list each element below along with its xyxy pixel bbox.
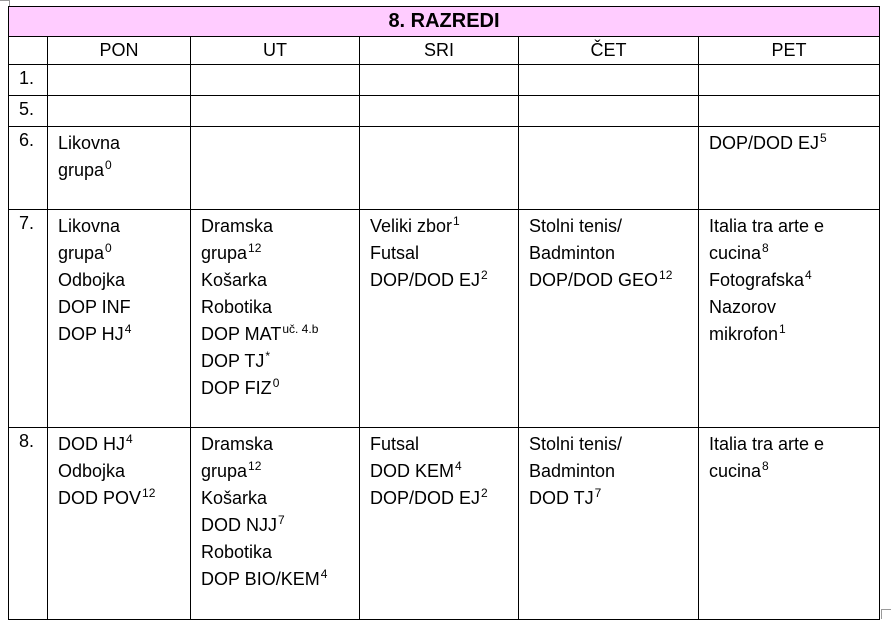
- activity-name: grupa: [58, 243, 105, 263]
- activity-name: Futsal: [370, 243, 420, 263]
- activity-name: Nazorov: [709, 297, 777, 317]
- schedule-cell-sri: [360, 210, 519, 428]
- activity-name: DOD KEM: [370, 461, 455, 481]
- schedule-cell-ut: [191, 65, 360, 96]
- activity-superscript: 1: [453, 214, 460, 228]
- activity-name: grupa: [201, 243, 248, 263]
- schedule-cell-pet: [699, 65, 880, 96]
- activity-name: DOP TJ: [201, 351, 265, 371]
- activity-name: DOP/DOD EJ: [370, 270, 481, 290]
- activity-name: Italia tra arte e: [709, 216, 825, 236]
- grade-row-7: [9, 210, 880, 428]
- activity-superscript: 12: [659, 268, 673, 282]
- activity-superscript: 0: [272, 376, 280, 390]
- activity-line: [58, 485, 186, 512]
- activity-superscript: 0: [105, 158, 112, 172]
- activity-superscript: 5: [820, 131, 827, 145]
- activity-line: [370, 213, 514, 240]
- schedule-cell-cet: [519, 127, 699, 210]
- activity-name: DOD POV: [58, 488, 142, 508]
- activity-line: [201, 240, 355, 267]
- activity-name: DOP INF: [58, 297, 131, 317]
- schedule-cell-pon: [48, 127, 191, 210]
- activity-line: [201, 512, 355, 539]
- grade-row-6: [9, 127, 880, 210]
- activity-name: Likovna: [58, 216, 121, 236]
- schedule-cell-pet: [699, 210, 880, 428]
- activity-name: Odbojka: [58, 270, 126, 290]
- activity-line: [370, 458, 514, 485]
- activity-name: Robotika: [201, 542, 273, 562]
- activity-superscript: 7: [278, 513, 285, 527]
- activity-name: Košarka: [201, 270, 268, 290]
- schedule-cell-ut: [191, 96, 360, 127]
- activity-superscript: 8: [762, 241, 769, 255]
- activity-line: [529, 240, 694, 267]
- activity-name: DOP BIO/KEM: [201, 569, 320, 589]
- activity-line: [58, 240, 186, 267]
- activity-name: Italia tra arte e: [709, 434, 825, 454]
- activity-name: DOP/DOD EJ: [370, 488, 481, 508]
- schedule-cell-ut: [191, 210, 360, 428]
- schedule-cell-pet: [699, 96, 880, 127]
- schedule-cell-sri: [360, 428, 519, 620]
- schedule-cell-cet: [519, 428, 699, 620]
- activity-line: [201, 321, 355, 348]
- schedule-cell-cet: [519, 96, 699, 127]
- activity-line: [709, 321, 875, 348]
- activity-superscript: 2: [481, 486, 488, 500]
- grade-label: 7.: [9, 210, 48, 428]
- activity-superscript: 12: [248, 241, 262, 255]
- grade-row-5: [9, 96, 880, 127]
- schedule-cell-sri: [360, 96, 519, 127]
- activity-superscript: 4: [320, 567, 328, 581]
- day-header-row: [9, 37, 880, 65]
- activity-line: [201, 539, 355, 566]
- activity-superscript: 4: [805, 268, 812, 282]
- schedule-cell-cet: [519, 65, 699, 96]
- schedule-cell-ut: [191, 428, 360, 620]
- activity-name: DOD TJ: [529, 488, 594, 508]
- schedule-cell-ut: [191, 127, 360, 210]
- activity-superscript: 1: [779, 322, 786, 336]
- day-header-pet: PET: [699, 37, 880, 65]
- page-title: 8. RAZREDI: [9, 7, 880, 37]
- activity-superscript: 4: [126, 432, 133, 446]
- activity-name: Stolni tenis/: [529, 216, 623, 236]
- activity-line: [709, 130, 875, 157]
- day-header-sri: SRI: [360, 37, 519, 65]
- activity-line: [201, 375, 355, 402]
- activity-name: Futsal: [370, 434, 420, 454]
- activity-line: [201, 213, 355, 240]
- activity-line: [201, 458, 355, 485]
- activity-name: DOP MAT: [201, 324, 282, 344]
- day-header-pon: PON: [48, 37, 191, 65]
- activity-line: [58, 321, 186, 348]
- activity-superscript: 2: [481, 268, 488, 282]
- activity-name: Badminton: [529, 243, 616, 263]
- activity-name: Odbojka: [58, 461, 126, 481]
- activity-line: [370, 267, 514, 294]
- activity-line: [370, 485, 514, 512]
- schedule-cell-pon: [48, 210, 191, 428]
- activity-line: [58, 130, 186, 157]
- schedule-cell-pon: [48, 428, 191, 620]
- schedule-cell-pon: [48, 65, 191, 96]
- activity-superscript: 4: [124, 322, 132, 336]
- activity-line: [709, 267, 875, 294]
- activity-line: [709, 458, 875, 485]
- activity-line: [201, 294, 355, 321]
- activity-superscript: 0: [105, 241, 112, 255]
- grade-label: 1.: [9, 65, 48, 96]
- activity-line: [709, 431, 875, 458]
- activity-name: Košarka: [201, 488, 268, 508]
- activity-name: Veliki zbor: [370, 216, 453, 236]
- activity-superscript: 12: [142, 486, 156, 500]
- activity-line: [58, 458, 186, 485]
- schedule-cell-cet: [519, 210, 699, 428]
- corner-cell: [9, 37, 48, 65]
- day-header-cet: ČET: [519, 37, 699, 65]
- activity-superscript: 4: [455, 459, 462, 473]
- schedule-table: [8, 6, 880, 620]
- activity-line: [58, 294, 186, 321]
- activity-name: Stolni tenis/: [529, 434, 623, 454]
- activity-name: cucina: [709, 243, 762, 263]
- activity-name: Dramska: [201, 434, 274, 454]
- activity-name: Robotika: [201, 297, 273, 317]
- activity-line: [529, 213, 694, 240]
- activity-name: DOP HJ: [58, 324, 124, 344]
- activity-line: [58, 213, 186, 240]
- schedule-cell-pet: [699, 428, 880, 620]
- activity-name: Likovna: [58, 133, 121, 153]
- day-header-ut: UT: [191, 37, 360, 65]
- activity-line: [709, 294, 875, 321]
- activity-line: [58, 157, 186, 184]
- activity-name: DOP/DOD GEO: [529, 270, 659, 290]
- activity-name: grupa: [58, 160, 105, 180]
- grade-row-8: [9, 428, 880, 620]
- activity-line: [529, 485, 694, 512]
- activity-line: [201, 431, 355, 458]
- activity-name: Fotografska: [709, 270, 805, 290]
- activity-line: [201, 267, 355, 294]
- activity-name: DOP/DOD EJ: [709, 133, 820, 153]
- activity-name: DOD HJ: [58, 434, 125, 454]
- activity-superscript: 12: [248, 459, 262, 473]
- activity-line: [529, 267, 694, 294]
- activity-line: [201, 566, 355, 593]
- activity-line: [529, 458, 694, 485]
- activity-line: [529, 431, 694, 458]
- activity-name: Badminton: [529, 461, 616, 481]
- schedule-cell-pon: [48, 96, 191, 127]
- grade-label: 6.: [9, 127, 48, 210]
- title-row: [9, 7, 880, 37]
- activity-superscript: uč. 4.b: [282, 322, 319, 336]
- activity-name: grupa: [201, 461, 248, 481]
- activity-superscript: 7: [594, 486, 602, 500]
- activity-name: Dramska: [201, 216, 274, 236]
- activity-name: mikrofon: [709, 324, 779, 344]
- activity-line: [201, 348, 355, 375]
- activity-line: [709, 240, 875, 267]
- activity-name: cucina: [709, 461, 762, 481]
- schedule-cell-pet: [699, 127, 880, 210]
- activity-superscript: *: [265, 349, 271, 363]
- activity-line: [58, 267, 186, 294]
- activity-line: [709, 213, 875, 240]
- grade-label: 5.: [9, 96, 48, 127]
- schedule-cell-sri: [360, 65, 519, 96]
- activity-superscript: 8: [762, 459, 769, 473]
- grade-row-1: [9, 65, 880, 96]
- activity-line: [370, 431, 514, 458]
- activity-name: DOP FIZ: [201, 378, 272, 398]
- schedule-cell-sri: [360, 127, 519, 210]
- activity-line: [201, 485, 355, 512]
- grade-label: 8.: [9, 428, 48, 620]
- corner-crop-mark-bottom-right: [881, 609, 891, 619]
- activity-line: [370, 240, 514, 267]
- activity-name: DOD NJJ: [201, 515, 277, 535]
- activity-line: [58, 431, 186, 458]
